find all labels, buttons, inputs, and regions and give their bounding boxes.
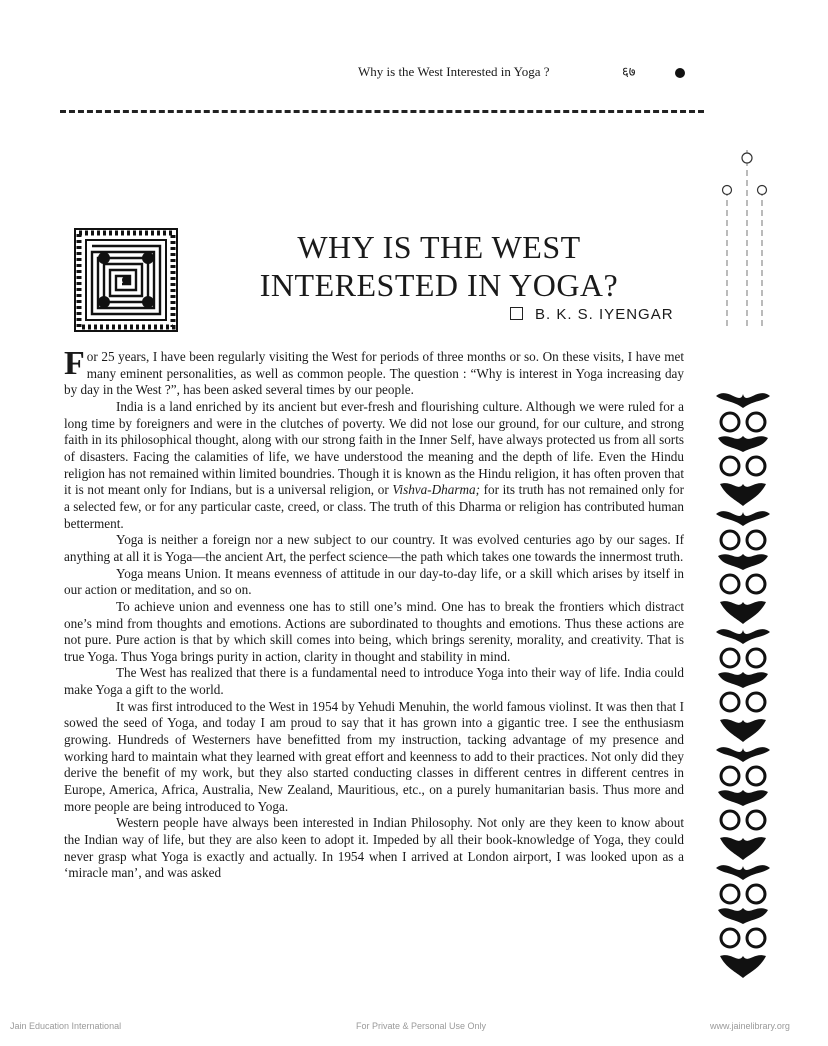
drop-cap: F [64,345,85,382]
paragraph-2-text-a: India is a land enriched by its ancient but ever-fresh and flourishing culture. Although we were ruled for a long time by foreigners and were in the clutches of poverty. We did not lose our ground, for our culture, and strong faith in its philosophical thought, along with our strong faith in the Inner Self, have always protected us from all sorts of disasters. Facing the calamities of life, we have understood the meaning and the depth of life. Even the Hindu religion has not remained within limited boundries. Though it is known as the Hindu religion, it has often proven that it is not meant only for Indians, but is a universal religion, or [64,398,684,498]
header-bullet [675,68,685,78]
square-bullet-icon [510,307,523,320]
article-title-line-2: INTERESTED IN YOGA? [259,267,619,303]
author-name: B. K. S. IYENGAR [535,306,674,323]
paragraph-2-italic-term: Vishva-Dharma; [392,482,480,498]
footer-publisher: Jain Education International [10,1021,122,1031]
paragraph-5: To achieve union and evenness one has to still one’s mind. One has to break the frontiers which distract one’s mind from thoughts and emotions. Actions are subordinated to thoughts and emotions. Thus these actions are not pure. Pure action is that by which skill comes into being, which brings serenity, morality, and creativity. That is true Yoga. Thus Yoga brings purity in action, clarity in thought and stability in mind. [64,598,684,664]
paragraph-2 [64,399,684,532]
hanging-lamps-decoration [712,150,772,335]
page-number: ६७ [622,64,636,79]
paragraph-2-text-b: for its truth has not remained only for a selected few, or for any particular caste, creed, or class. The truth of this Dharma or religion has contributed human betterment. [64,482,684,531]
running-header-title: Why is the West Interested in Yoga ? [358,64,550,79]
paragraph-1 [64,345,684,399]
article-title [214,228,664,304]
paragraph-4: Yoga means Union. It means evenness of attitude in our day-to-day life, or a skill which arises by itself in our action or meditation, and so on. [64,565,684,598]
footer-usage-note: For Private & Personal Use Only [356,1021,487,1031]
paragraph-6: The West has realized that there is a fundamental need to introduce Yoga into their way of life. India could make Yoga a gift to the world. [64,665,684,698]
header-divider [60,110,704,113]
maze-ornament-icon [74,228,178,332]
footer-website: www.jainelibrary.org [710,1021,790,1031]
paragraph-1-text: or 25 years, I have been regularly visiting the West for periods of three months or so. On these visits, I have met many eminent personalities, as well as common people. The question : “Why is interest in Yoga increasing day by day in the West ?”, has been asked several times by our people. [64,349,684,398]
author-byline [510,306,674,323]
paragraph-8: Western people have always been interested in Indian Philosophy. Not only are they keen to know about the Indian way of life, but they are also keen to adopt it. Impeded by all their book-knowledge of Yoga, they could never grasp what Yoga is exactly and actually. In 1954 when I arrived at London airport, I was looked upon as a ‘miracle man’, and was asked [64,815,684,881]
paragraph-3: Yoga is neither a foreign nor a new subject to our country. It was evolved centuries ago by our sages. If anything at all it is Yoga—the ancient Art, the perfect science—the path which takes one towards the innermost truth. [64,532,684,564]
paragraph-7: It was first introduced to the West in 1954 by Yehudi Menuhin, the world famous violinst. It was then that I sowed the seed of Yoga, and today I am proud to say that it has grown into a gigantic tree. I see the enthusiasm growing. Hundreds of Westerners have benefitted from my instruction, tacking advantage of my presence and working hard to maintain what they learned with great effort and keenness to add to their practices. Not only did they derive the benefit of my work, but they also started conducting classes in different centres in different centres in Europe, America, Africa, Australia, New Zealand, Mauritious, etc., on a purely humanitarian basis. Thus more and more people are being introduced to Yoga. [64,698,684,814]
ornamental-border-strip [710,388,776,978]
article-title-line-1: WHY IS THE WEST [297,229,581,265]
article-body [64,345,684,882]
